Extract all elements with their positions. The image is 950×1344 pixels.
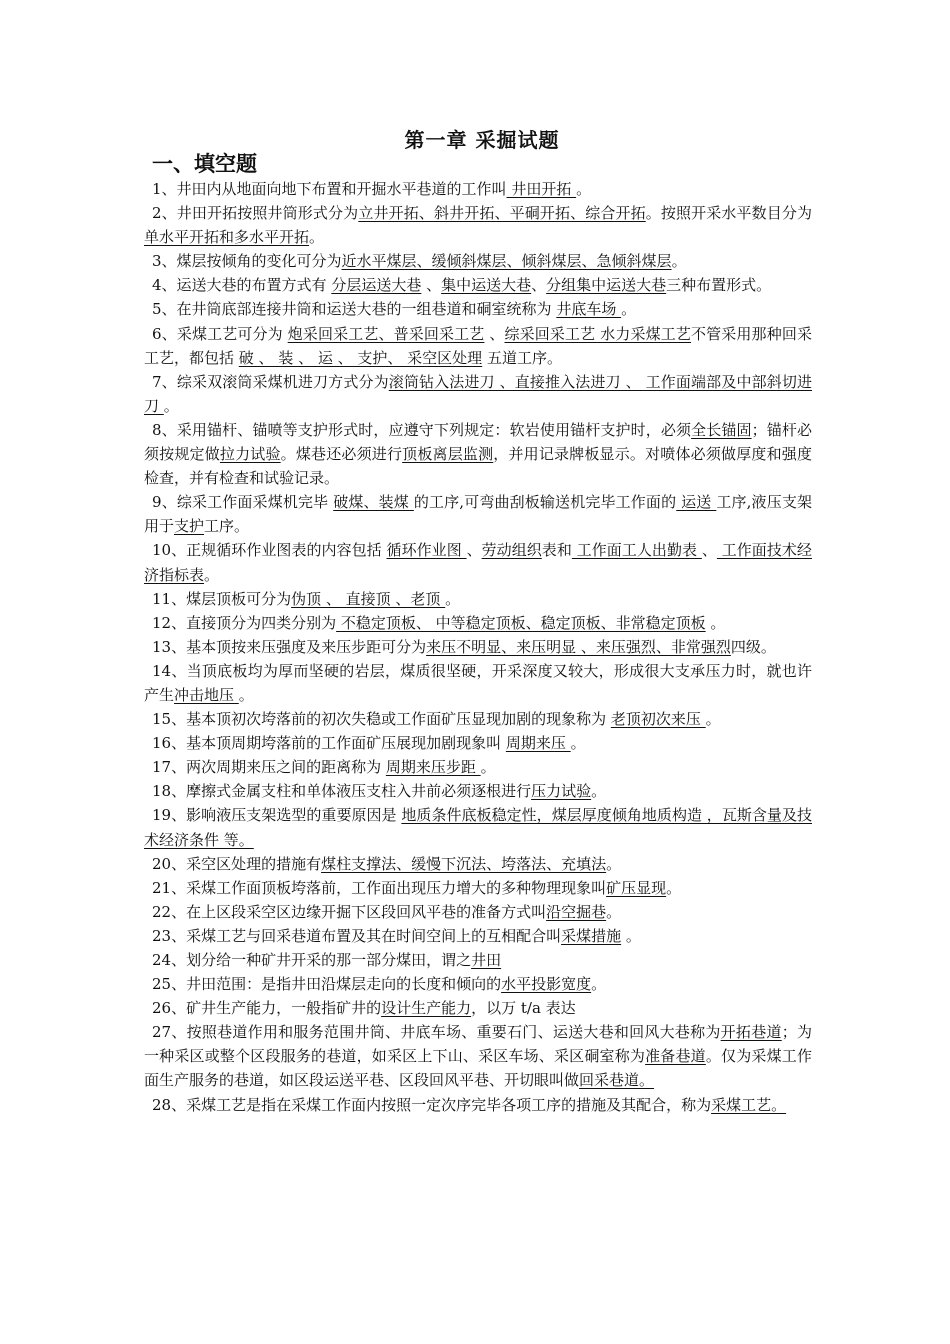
question-text: 。 (621, 926, 641, 945)
question-item (144, 418, 812, 490)
question-text: 、 (701, 541, 717, 560)
answer-blank: 采煤工艺。 (711, 1095, 787, 1114)
question-item (144, 900, 812, 924)
answer-blank: 拉力试验 (219, 445, 281, 464)
answer-blank: 矿压显现 (606, 878, 667, 897)
question-text: 21、采煤工作面顶板垮落前，工作面出现压力增大的多种物理现象叫 (152, 878, 607, 897)
question-item (144, 177, 812, 201)
question-text: 16、基本顶周期垮落前的工作面矿压展现加剧现象叫 (152, 734, 506, 753)
question-text: 不管采用那种回采工艺，都包括 (144, 324, 812, 367)
answer-blank: 周期来压步距 (385, 758, 481, 777)
question-item (144, 201, 812, 249)
question-item (144, 1020, 812, 1092)
answer-blank: 煤柱支撑法、缓慢下沉法、垮落法、充填法 (321, 854, 607, 873)
answer-blank: 炮采回采工艺、普采回采工艺 (287, 324, 485, 343)
question-text: 、 (531, 276, 547, 295)
question-text: 。 (591, 782, 607, 801)
question-text: 。 (705, 613, 726, 632)
question-text: 5、在井筒底部连接井筒和运送大巷的一组巷道和硐室统称为 (152, 300, 557, 319)
question-text: 四级。 (730, 637, 776, 656)
question-item (144, 948, 812, 972)
question-text: 。仅为采煤工作面生产服务的巷道，如区段运送平巷、区段回风平巷、开切眼叫做 (144, 1047, 812, 1090)
question-text: 。 (238, 685, 254, 704)
question-text: 4、运送大巷的布置方式有 (152, 276, 332, 295)
question-text: 、 (421, 276, 442, 295)
question-text: 。 (606, 902, 622, 921)
answer-blank: 全长锚固 (691, 420, 752, 439)
question-text: 。 (591, 975, 607, 994)
question-text: ，以万 t/a 表达 (471, 999, 576, 1018)
answer-blank: 回采巷道。 (579, 1071, 655, 1090)
question-text: 表和 (541, 541, 572, 560)
question-text: 7、综采双滚筒采煤机进刀方式分为 (152, 372, 389, 391)
answer-blank: 分层运送大巷 (331, 276, 422, 295)
question-text: 27、按照巷道作用和服务范围井筒、井底车场、重要石门、运送大巷和回风大巷称为 (152, 1023, 721, 1042)
answer-blank: 工作面技术经济指标表 (144, 541, 812, 584)
question-item (144, 803, 812, 851)
answer-blank: 立井开拓、斜井开拓、平硐开拓、综合开拓 (358, 204, 646, 223)
question-text: 。 (666, 878, 682, 897)
question-text: 五道工序。 (482, 348, 562, 367)
question-item (144, 635, 812, 659)
answer-blank: 开拓巷道 (720, 1023, 782, 1042)
question-item (144, 611, 812, 635)
question-item (144, 370, 812, 418)
question-item (144, 587, 812, 611)
answer-blank: 沿空掘巷 (546, 902, 607, 921)
answer-blank: 伪顶 、 直接顶 、老顶 (291, 589, 446, 608)
question-text: ；锚杆必须按规定做 (144, 420, 812, 464)
answer-blank: 运送 (676, 493, 717, 512)
question-text: 18、摩擦式金属支柱和单体液压支柱入井前必须逐根进行 (152, 782, 532, 801)
question-item (144, 972, 812, 996)
question-text: ；为一种采区或整个区段服务的巷道，如采区上下山、采区车场、采区硐室称为 (144, 1023, 812, 1066)
question-text: 。煤巷还必须进行 (280, 445, 403, 464)
question-text: 23、采煤工艺与回采巷道布置及其在时间空间上的互相配合叫 (152, 926, 562, 945)
answer-blank: 地质条件底板稳定性，煤层厚度倾角地质构造 ，瓦斯含量及技术经济条件 等。 (144, 806, 812, 849)
question-text: 17、两次周期来压之间的距离称为 (152, 758, 386, 777)
question-text: 。 (671, 252, 687, 271)
question-text: 3、煤层按倾角的变化可分为 (152, 252, 342, 271)
answer-blank: 老顶初次来压 (610, 710, 706, 729)
answer-blank: 分组集中运送大巷 (546, 276, 667, 295)
answer-blank: 周期来压 (505, 734, 571, 753)
answer-blank: 压力试验 (531, 782, 592, 801)
question-item (144, 297, 812, 321)
question-text: 。 (570, 734, 586, 753)
question-text: 20、采空区处理的措施有 (152, 854, 322, 873)
answer-blank: 近水平煤层、缓倾斜煤层、倾斜煤层、急倾斜煤层 (341, 252, 672, 271)
question-text: 。 (621, 300, 637, 319)
question-text: 。 (163, 396, 179, 415)
question-item (144, 924, 812, 948)
answer-blank: 冲击地压 (174, 685, 239, 704)
question-text: 工序,液压支架用于 (144, 493, 812, 536)
answer-blank: 不稳定顶板、 中等稳定顶板、稳定顶板、非常稳定顶板 (336, 613, 706, 632)
answer-blank: 来压不明显、来压明显 、来压强烈、非常强烈 (426, 637, 731, 656)
question-item (144, 779, 812, 803)
question-item (144, 490, 812, 538)
answer-blank: 设计生产能力 (381, 999, 472, 1018)
question-text: 的工序,可弯曲刮板输送机完毕工作面的 (413, 493, 677, 512)
answer-blank: 井底车场 (556, 300, 622, 319)
question-text: 8、采用锚杆、锚喷等支护形式时，应遵守下列规定：软岩使用锚杆支护时，必须 (152, 420, 692, 439)
question-item (144, 852, 812, 876)
question-text: 19、影响液压支架选型的重要原因是 (152, 806, 402, 825)
chapter-title: 第一章 采掘试题 (404, 128, 560, 152)
question-text: 。 (480, 758, 496, 777)
answer-blank: 滚筒钻入法进刀 、直接推入法进刀 、 工作面端部及中部斜切进刀 (144, 372, 812, 415)
question-item (144, 249, 812, 273)
answer-blank: 顶板离层监测 (402, 445, 494, 464)
answer-blank: 循环作业图 (386, 541, 467, 560)
question-text: 25、井田范围：是指井田沿煤层走向的长度和倾向的 (152, 975, 502, 994)
question-item (144, 322, 812, 370)
answer-blank: 井田 (471, 951, 502, 969)
question-text: 2、井田开拓按照井筒形式分为 (152, 204, 359, 223)
question-item (144, 659, 812, 707)
question-text: 。 (705, 710, 721, 729)
question-text: 、 (466, 541, 482, 560)
answer-blank: 支护 (174, 517, 205, 536)
question-text: 。 (576, 180, 592, 198)
question-item (144, 876, 812, 900)
answer-blank: 破煤、装煤 (333, 493, 414, 512)
question-text: 15、基本顶初次垮落前的初次失稳或工作面矿压显现加剧的现象称为 (152, 710, 611, 729)
answer-blank: 工作面工人出勤表 (571, 541, 702, 560)
answer-blank: 集中运送大巷 (441, 276, 532, 295)
question-text: 28、采煤工艺是指在采煤工作面内按照一定次序完毕各项工序的措施及其配合，称为 (152, 1095, 712, 1114)
question-item (144, 1093, 812, 1117)
question-text: 。 (204, 565, 220, 584)
question-text: ，并用记录牌板显示。对喷体必须做厚度和强度检查，并有检查和试验记录。 (144, 445, 812, 488)
answer-blank: 水平投影宽度 (501, 975, 592, 994)
answer-blank: 劳动组织 (481, 541, 542, 560)
question-text: 、 (484, 324, 505, 343)
question-item (144, 538, 812, 586)
question-text: 。 (606, 854, 622, 873)
section-heading: 一、填空题 (152, 152, 257, 176)
question-text: 22、在上区段采空区边缘开掘下区段回风平巷的准备方式叫 (152, 902, 547, 921)
question-text: 三种布置形式。 (666, 276, 772, 295)
answer-blank: 综采回采工艺 水力采煤工艺 (504, 324, 692, 343)
question-item (144, 731, 812, 755)
question-text: 12、直接顶分为四类分别为 (152, 613, 337, 632)
answer-blank: 准备巷道 (645, 1047, 706, 1066)
question-text: 6、采煤工艺可分为 (152, 324, 288, 343)
question-text: 11、煤层顶板可分为 (152, 589, 292, 608)
answer-blank: 破 、 装 、 运 、 支护、 采空区处理 (238, 348, 483, 367)
question-item (144, 996, 812, 1020)
answer-blank: 单水平开拓和多水平开拓 (144, 228, 310, 247)
question-text: 24、划分给一种矿井开采的那一部分煤田，谓之 (152, 951, 472, 969)
answer-blank: 井田开拓 (506, 180, 577, 198)
question-list (144, 177, 812, 1117)
question-text: 工序。 (204, 517, 250, 536)
question-text: 14、当顶底板均为厚而坚硬的岩层，煤质很坚硬，开采深度又较大，形成很大支承压力时，就也许产生 (144, 661, 812, 704)
answer-blank: 采煤措施 (561, 926, 622, 945)
question-text: 10、正规循环作业图表的内容包括 (152, 541, 387, 560)
question-text: 1、井田内从地面向地下布置和开掘水平巷道的工作叫 (152, 180, 507, 198)
question-text: 。 (309, 228, 325, 247)
question-item (144, 273, 812, 297)
question-text: 。按照开采水平数目分为 (645, 204, 812, 223)
question-item (144, 755, 812, 779)
question-text: 9、综采工作面采煤机完毕 (152, 493, 334, 512)
question-text: 。 (445, 589, 461, 608)
question-item (144, 707, 812, 731)
question-text: 13、基本顶按来压强度及来压步距可分为 (152, 637, 427, 656)
question-text: 26、矿井生产能力，一般指矿井的 (152, 999, 382, 1018)
